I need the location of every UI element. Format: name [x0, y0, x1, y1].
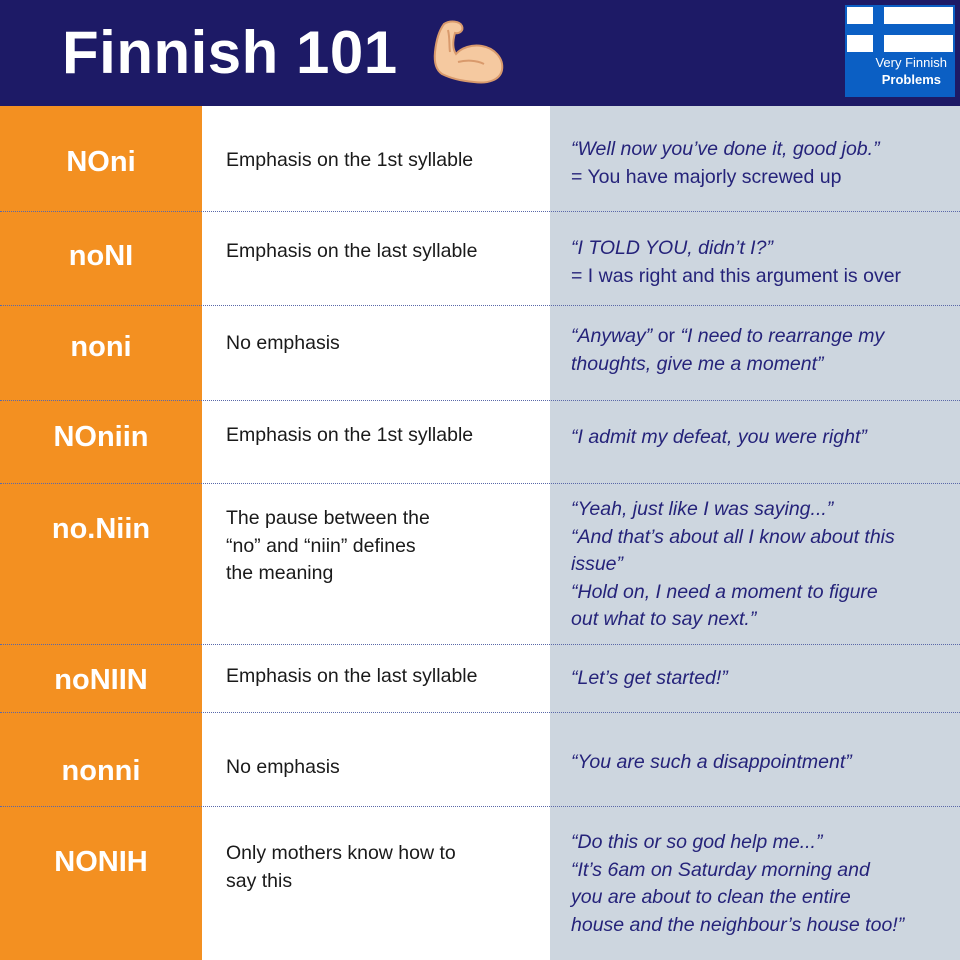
slang-word: noNI: [68, 240, 134, 272]
pronunciation-line: Emphasis on the 1st syllable: [226, 424, 474, 446]
logo-text-line2: Problems: [881, 72, 941, 87]
meaning-text: [571, 235, 955, 290]
header-banner: [0, 0, 960, 106]
row-divider: [0, 644, 960, 645]
logo-text-line1: Very Finnish: [875, 55, 947, 70]
meaning-text: [571, 749, 955, 777]
pronunciation-note: [226, 754, 526, 782]
pronunciation-line: Emphasis on the 1st syllable: [226, 149, 474, 171]
row-divider: [0, 806, 960, 807]
title-group: [62, 18, 508, 88]
pronunciation-line: say this: [226, 869, 293, 892]
meaning-text: [571, 829, 955, 939]
slang-word: noNIIN: [54, 664, 148, 696]
pronunciation-line: the meaning: [226, 562, 334, 584]
pronunciation-note: [226, 663, 526, 691]
pronunciation-note: [226, 840, 526, 895]
finland-flag-icon: [847, 7, 953, 52]
row-divider: [0, 712, 960, 713]
meaning-line: “Yeah, just like I was saying...”: [571, 498, 834, 520]
row-divider: [0, 211, 960, 212]
meaning-line: “It’s 6am on Saturday morning and: [571, 858, 870, 881]
slang-word: NOniin: [53, 421, 149, 453]
meaning-line: “I TOLD YOU, didn’t I?”: [571, 237, 773, 259]
row-divider: [0, 400, 960, 401]
meaning-text: [571, 496, 955, 634]
meaning-line: “Do this or so god help me...”: [571, 831, 823, 853]
flexed-biceps-icon: [428, 18, 508, 88]
meaning-text: [571, 323, 955, 378]
meaning-line: “You are such a disappointment”: [571, 751, 852, 773]
meaning-line: “And that’s about all I know about this: [571, 525, 895, 548]
meaning-line: out what to say next.”: [571, 608, 757, 630]
pronunciation-note: [226, 422, 526, 450]
slang-word: NOni: [66, 146, 136, 178]
pronunciation-line: No emphasis: [226, 332, 340, 354]
meaning-line: = I was right and this argument is over: [571, 264, 902, 287]
page-title: Finnish 101: [62, 19, 398, 86]
pronunciation-note: [226, 505, 526, 588]
meaning-line: issue”: [571, 553, 624, 575]
very-finnish-problems-logo: [845, 5, 955, 97]
pronunciation-line: Emphasis on the last syllable: [226, 240, 478, 262]
row-divider: [0, 305, 960, 306]
meaning-text: [571, 136, 955, 191]
slang-word: NONIH: [54, 846, 148, 878]
meaning-line: “Let’s get started!”: [571, 667, 728, 689]
meaning-line: “I admit my defeat, you were right”: [571, 426, 867, 448]
pronunciation-line: “no” and “niin” defines: [226, 534, 416, 557]
meaning-line: “Hold on, I need a moment to figure: [571, 580, 878, 603]
pronunciation-line: No emphasis: [226, 756, 340, 778]
meaning-text: [571, 424, 955, 452]
slang-word: nonni: [61, 755, 141, 787]
meaning-line: = You have majorly screwed up: [571, 165, 842, 188]
slang-word: noni: [70, 331, 132, 363]
meaning-line: thoughts, give me a moment”: [571, 352, 824, 375]
pronunciation-note: [226, 147, 526, 175]
meaning-line: “Well now you’ve done it, good job.”: [571, 138, 880, 160]
pronunciation-note: [226, 330, 526, 358]
pronunciation-line: Emphasis on the last syllable: [226, 665, 478, 687]
slang-word: no.Niin: [51, 513, 151, 545]
pronunciation-line: Only mothers know how to: [226, 842, 456, 864]
meaning-line: house and the neighbour’s house too!”: [571, 913, 905, 936]
meaning-text: [571, 665, 955, 693]
meaning-line: “Anyway” or “I need to rearrange my: [571, 325, 885, 347]
row-divider: [0, 483, 960, 484]
pronunciation-note: [226, 238, 526, 266]
pronunciation-line: The pause between the: [226, 507, 430, 529]
meaning-line: you are about to clean the entire: [571, 886, 851, 908]
